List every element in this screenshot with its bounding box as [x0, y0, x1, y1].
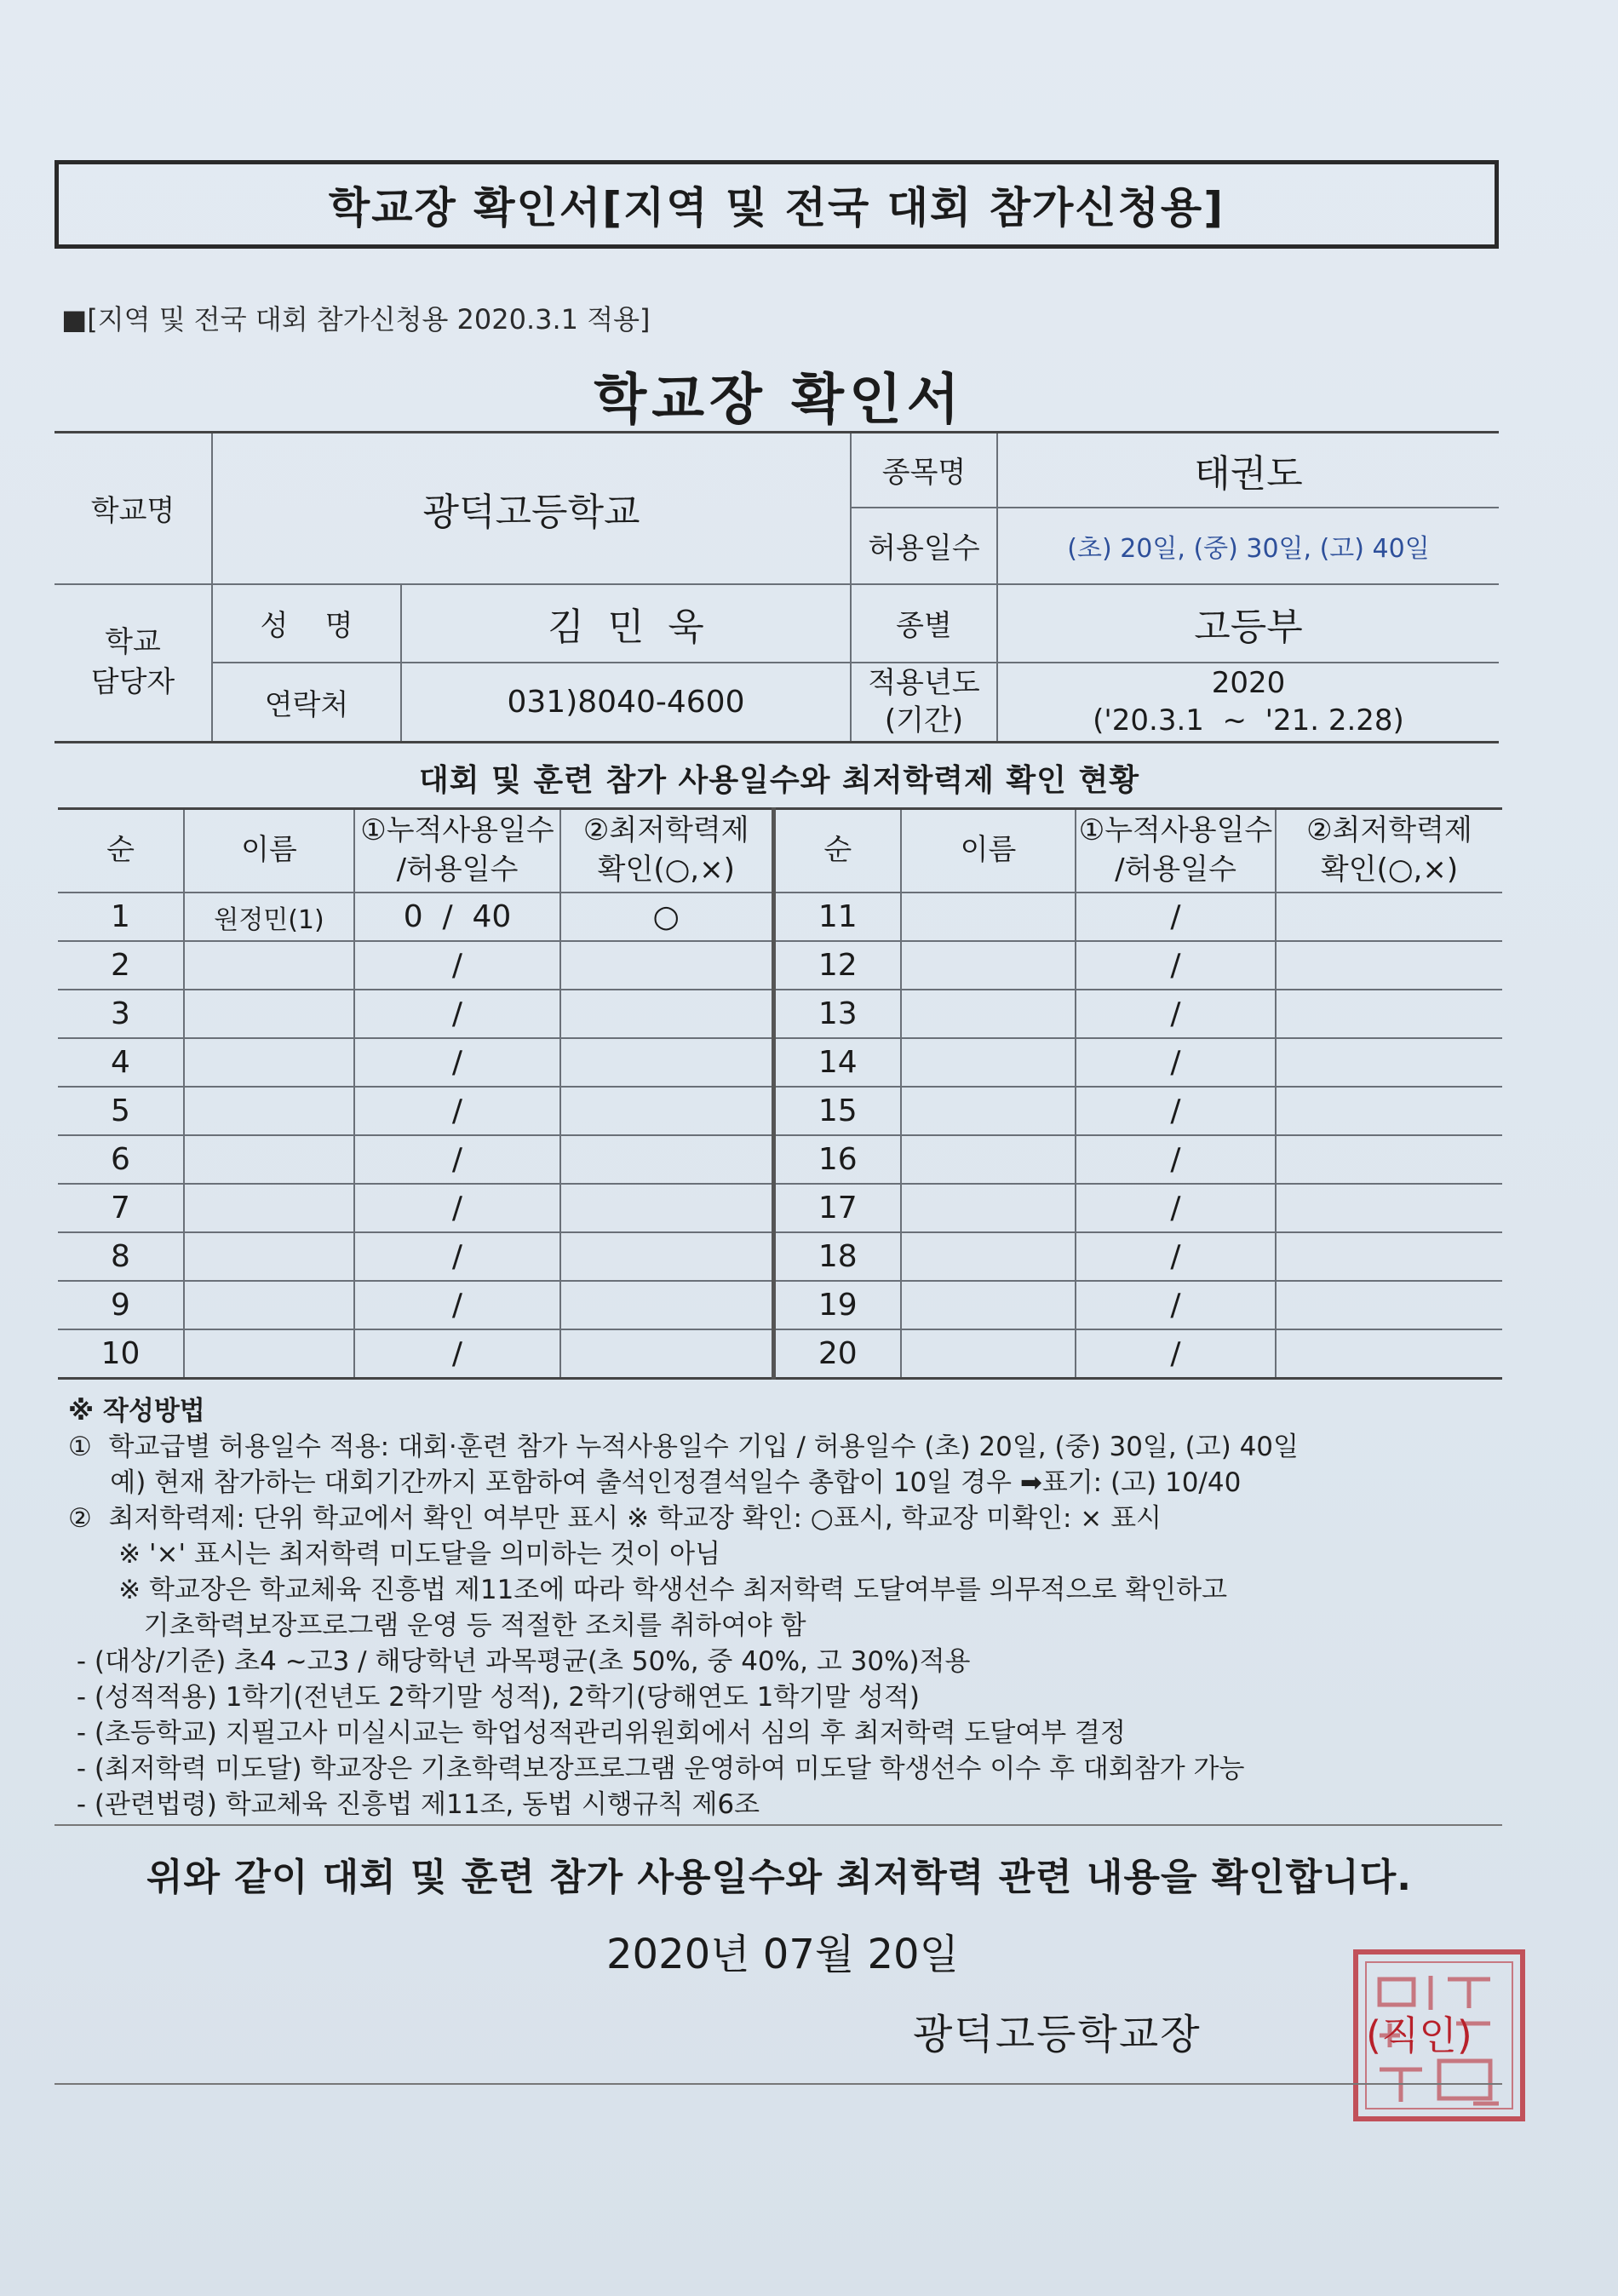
header-academic: ②최저학력제 확인(○,×)	[560, 809, 773, 893]
days-used: /	[354, 1135, 560, 1184]
header-box-title: 학교장 확인서[지역 및 전국 대회 참가신청용]	[55, 160, 1499, 249]
academic-check	[560, 1232, 773, 1281]
academic-check	[560, 941, 773, 990]
student-name-right	[901, 1087, 1076, 1135]
student-name-right	[901, 941, 1076, 990]
row-number: 1	[58, 893, 184, 941]
days-used-right: /	[1076, 941, 1276, 990]
student-name	[184, 1135, 354, 1184]
days-used: /	[354, 1232, 560, 1281]
principal-signature-line: 광덕고등학교장	[913, 2011, 1202, 2058]
issue-date: 2020년 07월 20일	[606, 1931, 959, 1978]
student-name	[184, 1232, 354, 1281]
row-number: 4	[58, 1038, 184, 1087]
manager-label: 학교 담당자	[55, 584, 212, 743]
header-no-right: 순	[773, 809, 901, 893]
row-number-right: 18	[773, 1232, 901, 1281]
academic-check-right	[1276, 893, 1502, 941]
instruction-line: - (관련법령) 학교체육 진흥법 제11조, 동법 시행규칙 제6조	[68, 1789, 760, 1820]
academic-check-right	[1276, 1087, 1502, 1135]
instruction-line: ※ '×' 표시는 최저학력 미도달을 의미하는 것이 아님	[68, 1539, 721, 1570]
row-number: 10	[58, 1329, 184, 1379]
days-used: /	[354, 1184, 560, 1232]
header-name: 이름	[184, 809, 354, 893]
student-name	[184, 1329, 354, 1379]
academic-check	[560, 1281, 773, 1329]
days-used-right: /	[1076, 1087, 1276, 1135]
instruction-line: ② 최저학력제: 단위 학교에서 확인 여부만 표시 ※ 학교장 확인: ○표시, 학교장 미확인: × 표시	[68, 1503, 1162, 1534]
instruction-line: - (최저학력 미도달) 학교장은 기초학력보장프로그램 운영하여 미도달 학생선수 이수 후 대회참가 가능	[68, 1754, 1245, 1784]
days-used: 0 / 40	[354, 893, 560, 941]
table-row	[58, 1232, 1502, 1281]
student-name-right	[901, 990, 1076, 1038]
student-name	[184, 1087, 354, 1135]
school-value: 광덕고등학교	[212, 433, 851, 584]
student-name-right	[901, 1184, 1076, 1232]
student-name	[184, 1038, 354, 1087]
year-value: 2020	[1211, 666, 1286, 701]
instructions-heading: ※ 작성방법	[68, 1396, 205, 1426]
instruction-line: - (성적적용) 1학기(전년도 2학기말 성적), 2학기(당해연도 1학기말 성적)	[68, 1682, 920, 1713]
row-number: 7	[58, 1184, 184, 1232]
division-value: 고등부	[997, 584, 1499, 663]
days-used-right: /	[1076, 1281, 1276, 1329]
student-name-right	[901, 893, 1076, 941]
days-used-right: /	[1076, 1329, 1276, 1379]
contact-value: 031)8040-4600	[401, 663, 851, 743]
days-used-right: /	[1076, 990, 1276, 1038]
student-name-right	[901, 1135, 1076, 1184]
seal-label: (직인)	[1366, 2012, 1472, 2058]
days-used: /	[354, 1329, 560, 1379]
instructions	[68, 1393, 1516, 1822]
table-row	[58, 1087, 1502, 1135]
days-used: /	[354, 1087, 560, 1135]
period-value: ('20.3.1 ~ '21. 2.28)	[1093, 703, 1404, 738]
school-label: 학교명	[55, 433, 212, 584]
row-number-right: 19	[773, 1281, 901, 1329]
table-row	[58, 941, 1502, 990]
row-number-right: 13	[773, 990, 901, 1038]
days-used-right: /	[1076, 1184, 1276, 1232]
row-number-right: 14	[773, 1038, 901, 1087]
header-academic-right: ②최저학력제 확인(○,×)	[1276, 809, 1502, 893]
contact-label: 연락처	[212, 663, 401, 743]
header-no: 순	[58, 809, 184, 893]
student-name: 원정민(1)	[184, 893, 354, 941]
academic-check	[560, 1329, 773, 1379]
table-row	[58, 1281, 1502, 1329]
row-number: 9	[58, 1281, 184, 1329]
year-cell	[997, 663, 1499, 743]
header-days-right: ①누적사용일수 /허용일수	[1076, 809, 1276, 893]
academic-check: ○	[560, 893, 773, 941]
academic-check-right	[1276, 1329, 1502, 1379]
days-used: /	[354, 1038, 560, 1087]
name-value: 김 민 욱	[401, 584, 851, 663]
sport-value: 태권도	[997, 433, 1499, 508]
roster-table	[58, 807, 1502, 1380]
allowed-days-value: (초) 20일, (중) 30일, (고) 40일	[997, 508, 1499, 584]
student-name	[184, 941, 354, 990]
days-used-right: /	[1076, 1135, 1276, 1184]
student-name-right	[901, 1329, 1076, 1379]
table-row	[58, 1135, 1502, 1184]
table-row	[58, 990, 1502, 1038]
table-row	[58, 1184, 1502, 1232]
student-name	[184, 990, 354, 1038]
academic-check-right	[1276, 1281, 1502, 1329]
table-row	[58, 1329, 1502, 1379]
name-label: 성 명	[212, 584, 401, 663]
row-number: 6	[58, 1135, 184, 1184]
instruction-line: 기초학력보장프로그램 운영 등 적절한 조치를 취하여야 함	[68, 1610, 806, 1641]
instruction-line: 예) 현재 참가하는 대회기간까지 포함하여 출석인정결석일수 총합이 10일 경우 ➡표기: (고) 10/40	[68, 1467, 1242, 1498]
academic-check-right	[1276, 1184, 1502, 1232]
header-name-right: 이름	[901, 809, 1076, 893]
row-number-right: 16	[773, 1135, 901, 1184]
academic-check-right	[1276, 1038, 1502, 1087]
days-used-right: /	[1076, 1232, 1276, 1281]
table-row	[58, 893, 1502, 941]
confirmation-statement: 위와 같이 대회 및 훈련 참가 사용일수와 최저학력 관련 내용을 확인합니다.	[146, 1856, 1412, 1899]
row-number-right: 20	[773, 1329, 901, 1379]
instruction-line: ※ 학교장은 학교체육 진흥법 제11조에 따라 학생선수 최저학력 도달여부를 의무적으로 확인하고	[68, 1575, 1228, 1605]
divider	[55, 1824, 1502, 1826]
row-number-right: 11	[773, 893, 901, 941]
academic-check-right	[1276, 941, 1502, 990]
academic-check-right	[1276, 1232, 1502, 1281]
instruction-line: - (대상/기준) 초4 ~고3 / 해당학년 과목평균(초 50%, 중 40%, 고 30%)적용	[68, 1646, 971, 1677]
row-number-right: 15	[773, 1087, 901, 1135]
academic-check	[560, 1038, 773, 1087]
days-used: /	[354, 1281, 560, 1329]
student-name-right	[901, 1232, 1076, 1281]
academic-check	[560, 990, 773, 1038]
table-row	[58, 1038, 1502, 1087]
row-number: 3	[58, 990, 184, 1038]
instruction-line: - (초등학교) 지필고사 미실시교는 학업성적관리위원회에서 심의 후 최저학력 도달여부 결정	[68, 1718, 1126, 1748]
student-name-right	[901, 1281, 1076, 1329]
instruction-line: ① 학교급별 허용일수 적용: 대회·훈련 참가 누적사용일수 기입 / 허용일수 (초) 20일, (중) 30일, (고) 40일	[68, 1432, 1299, 1462]
year-label: 적용년도 (기간)	[851, 663, 997, 743]
student-name	[184, 1281, 354, 1329]
academic-check-right	[1276, 1135, 1502, 1184]
academic-check	[560, 1135, 773, 1184]
days-used-right: /	[1076, 1038, 1276, 1087]
header-days: ①누적사용일수 /허용일수	[354, 809, 560, 893]
info-table	[55, 431, 1499, 743]
row-number: 5	[58, 1087, 184, 1135]
form-note: ■[지역 및 전국 대회 참가신청용 2020.3.1 적용]	[61, 303, 651, 336]
section-title: 대회 및 훈련 참가 사용일수와 최저학력제 확인 현황	[418, 763, 1140, 798]
divider-bottom	[55, 2083, 1502, 2085]
days-used: /	[354, 990, 560, 1038]
academic-check	[560, 1087, 773, 1135]
academic-check	[560, 1184, 773, 1232]
student-name	[184, 1184, 354, 1232]
row-number-right: 17	[773, 1184, 901, 1232]
days-used: /	[354, 941, 560, 990]
row-number: 8	[58, 1232, 184, 1281]
row-number: 2	[58, 941, 184, 990]
student-name-right	[901, 1038, 1076, 1087]
academic-check-right	[1276, 990, 1502, 1038]
page-title: 학교장 확인서	[594, 369, 965, 432]
sport-label: 종목명	[851, 433, 997, 508]
division-label: 종별	[851, 584, 997, 663]
days-used-right: /	[1076, 893, 1276, 941]
row-number-right: 12	[773, 941, 901, 990]
allowed-days-label: 허용일수	[851, 508, 997, 584]
